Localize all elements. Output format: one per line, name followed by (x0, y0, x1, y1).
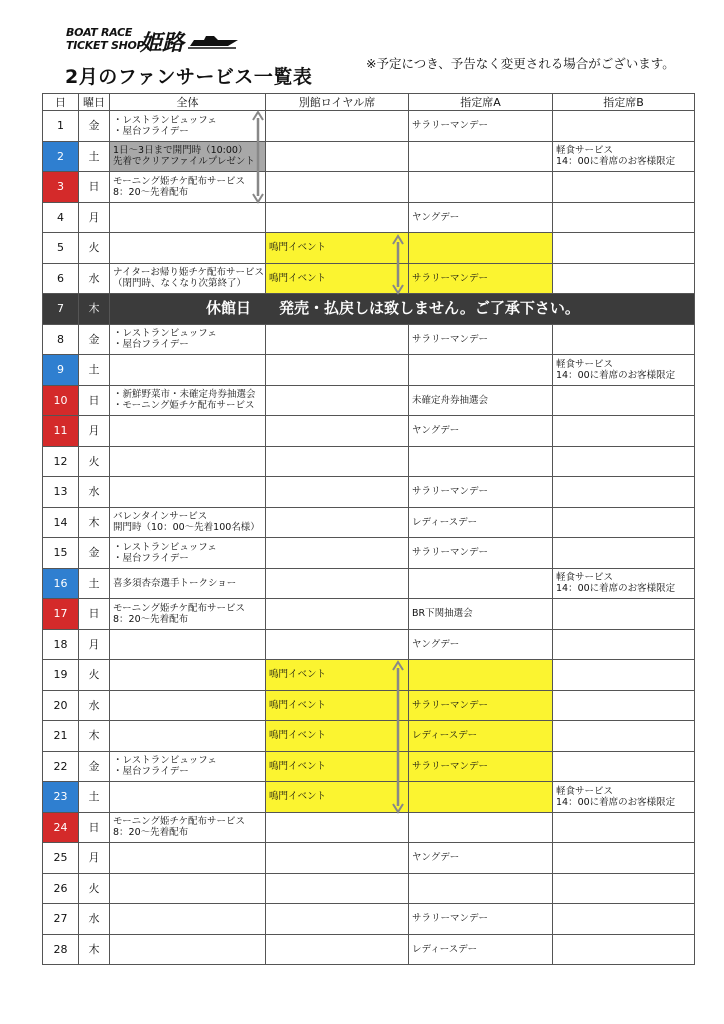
cell-line: モーニング姫チケ配布サービス (113, 816, 246, 828)
seat-b-cell (553, 263, 695, 294)
day-cell: 1 (43, 111, 79, 142)
royal-cell (266, 202, 409, 233)
cell-line: ・屋台フライデー (113, 766, 189, 778)
royal-cell (266, 934, 409, 965)
all-cell (110, 507, 266, 538)
day-cell: 14 (43, 507, 79, 538)
seat-a-cell: ヤングデー (409, 843, 553, 874)
all-cell (110, 111, 266, 142)
seat-b-cell (553, 324, 695, 355)
all-cell (110, 141, 266, 172)
table-row (43, 904, 695, 935)
cell-line: 8：20～先着配布 (113, 613, 189, 625)
cell-line: ・モーニング姫チケ配布サービス (113, 400, 255, 412)
weekday-cell: 火 (79, 446, 110, 477)
table-row (43, 812, 695, 843)
seat-b-cell (553, 233, 695, 264)
seat-a-cell: サラリーマンデー (409, 477, 553, 508)
cell-line: 軽食サービス (556, 145, 614, 157)
all-cell (110, 324, 266, 355)
boatrace-logo (66, 26, 246, 60)
day-cell: 4 (43, 202, 79, 233)
seat-a-cell: サラリーマンデー (409, 751, 553, 782)
royal-cell: 鳴門イベント (266, 751, 409, 782)
seat-b-cell (553, 812, 695, 843)
table-row (43, 355, 695, 386)
closed-label: 休館日 (206, 299, 252, 318)
cell-line: 開門時（10：00～先着100名様） (113, 522, 260, 534)
table-row (43, 934, 695, 965)
header-royal: 別館ロイヤル席 (266, 94, 409, 111)
all-cell (110, 263, 266, 294)
table-row (43, 782, 695, 813)
royal-cell (266, 507, 409, 538)
header-seat-b: 指定席B (553, 94, 695, 111)
weekday-cell: 日 (79, 385, 110, 416)
boat-icon (188, 34, 240, 50)
seat-b-cell (553, 477, 695, 508)
cell-line: ・屋台フライデー (113, 339, 189, 351)
royal-cell (266, 599, 409, 630)
table-row (43, 629, 695, 660)
table-row (43, 477, 695, 508)
seat-a-cell: サラリーマンデー (409, 324, 553, 355)
cell-line: バレンタインサービス (113, 511, 208, 523)
logo-line1: BOAT RACE (66, 26, 133, 39)
seat-a-cell (409, 172, 553, 203)
table-row (43, 568, 695, 599)
day-cell: 23 (43, 782, 79, 813)
table-row (43, 202, 695, 233)
cell-line: 8：20～先着配布 (113, 186, 189, 198)
all-cell (110, 843, 266, 874)
day-cell: 11 (43, 416, 79, 447)
all-cell (110, 599, 266, 630)
header-day: 日 (43, 94, 79, 111)
cell-line: 14：00に着席のお客様限定 (556, 796, 676, 808)
seat-a-cell (409, 233, 553, 264)
cell-line: 14：00に着席のお客様限定 (556, 156, 676, 168)
royal-cell (266, 141, 409, 172)
all-cell (110, 446, 266, 477)
seat-b-cell (553, 934, 695, 965)
seat-a-cell: ヤングデー (409, 629, 553, 660)
weekday-cell: 木 (79, 507, 110, 538)
weekday-cell: 火 (79, 660, 110, 691)
seat-b-cell (553, 873, 695, 904)
day-cell: 5 (43, 233, 79, 264)
seat-a-cell (409, 873, 553, 904)
seat-b-cell (553, 507, 695, 538)
all-cell (110, 538, 266, 569)
day-cell: 9 (43, 355, 79, 386)
table-row (43, 599, 695, 630)
royal-cell (266, 477, 409, 508)
cell-line: モーニング姫チケ配布サービス (113, 602, 246, 614)
royal-cell (266, 538, 409, 569)
day-cell: 6 (43, 263, 79, 294)
seat-b-cell (553, 690, 695, 721)
day-cell: 24 (43, 812, 79, 843)
seat-b-cell (553, 843, 695, 874)
weekday-cell: 水 (79, 690, 110, 721)
schedule-body (43, 111, 695, 965)
closed-message: 発売・払戻しは致しません。ご了承下さい。 (279, 299, 580, 318)
seat-a-cell (409, 812, 553, 843)
header-seat-a: 指定席A (409, 94, 553, 111)
table-row (43, 172, 695, 203)
table-row (43, 721, 695, 752)
seat-a-cell: サラリーマンデー (409, 538, 553, 569)
cell-line: ナイターお帰り姫チケ配布サービス (113, 267, 264, 279)
notice-text: ※予定につき、予告なく変更される場合がございます。 (366, 56, 675, 71)
seat-a-cell (409, 446, 553, 477)
table-row (43, 538, 695, 569)
seat-a-cell (409, 141, 553, 172)
seat-a-cell: 未確定舟券抽選会 (409, 385, 553, 416)
weekday-cell: 月 (79, 629, 110, 660)
seat-b-cell (553, 751, 695, 782)
day-cell: 13 (43, 477, 79, 508)
day-cell: 21 (43, 721, 79, 752)
royal-cell (266, 172, 409, 203)
all-cell (110, 751, 266, 782)
day-cell: 19 (43, 660, 79, 691)
cell-line: 8：20～先着配布 (113, 827, 189, 839)
seat-a-cell: ヤングデー (409, 202, 553, 233)
weekday-cell: 月 (79, 843, 110, 874)
day-cell: 22 (43, 751, 79, 782)
royal-cell (266, 873, 409, 904)
table-row (43, 141, 695, 172)
seat-a-cell: レディースデー (409, 507, 553, 538)
cell-line: ・レストランビュッフェ (113, 328, 217, 340)
seat-a-cell (409, 568, 553, 599)
weekday-cell: 木 (79, 934, 110, 965)
weekday-cell: 月 (79, 416, 110, 447)
weekday-cell: 土 (79, 568, 110, 599)
royal-cell (266, 111, 409, 142)
royal-cell: 鳴門イベント (266, 782, 409, 813)
cell-line: 喜多須杏奈選手トークショー (113, 577, 237, 589)
all-cell (110, 477, 266, 508)
day-cell: 15 (43, 538, 79, 569)
cell-line: ・屋台フライデー (113, 125, 189, 137)
weekday-cell: 月 (79, 202, 110, 233)
all-cell (110, 934, 266, 965)
table-row (43, 294, 695, 325)
seat-b-cell (553, 141, 695, 172)
royal-cell (266, 385, 409, 416)
schedule-table (42, 93, 695, 965)
cell-line: 14：00に着席のお客様限定 (556, 583, 676, 595)
all-cell (110, 172, 266, 203)
all-cell (110, 721, 266, 752)
weekday-cell: 火 (79, 233, 110, 264)
weekday-cell: 水 (79, 263, 110, 294)
royal-cell (266, 629, 409, 660)
day-cell: 26 (43, 873, 79, 904)
table-row (43, 660, 695, 691)
day-cell: 28 (43, 934, 79, 965)
seat-a-cell: サラリーマンデー (409, 690, 553, 721)
table-row (43, 111, 695, 142)
all-cell (110, 355, 266, 386)
seat-a-cell: サラリーマンデー (409, 263, 553, 294)
table-row (43, 385, 695, 416)
all-cell (110, 202, 266, 233)
day-cell: 27 (43, 904, 79, 935)
table-row (43, 507, 695, 538)
day-cell: 16 (43, 568, 79, 599)
table-row (43, 843, 695, 874)
cell-line: 14：00に着席のお客様限定 (556, 369, 676, 381)
closed-weekday: 木 (79, 294, 110, 325)
weekday-cell: 金 (79, 751, 110, 782)
seat-b-cell (553, 111, 695, 142)
cell-line: 軽食サービス (556, 358, 614, 370)
all-cell (110, 812, 266, 843)
cell-line: 軽食サービス (556, 572, 614, 584)
weekday-cell: 土 (79, 355, 110, 386)
all-cell (110, 873, 266, 904)
all-cell (110, 660, 266, 691)
weekday-cell: 水 (79, 904, 110, 935)
seat-b-cell (553, 904, 695, 935)
royal-cell: 鳴門イベント (266, 690, 409, 721)
seat-b-cell (553, 172, 695, 203)
royal-cell: 鳴門イベント (266, 263, 409, 294)
all-cell (110, 782, 266, 813)
seat-b-cell (553, 568, 695, 599)
all-cell (110, 233, 266, 264)
royal-cell: 鳴門イベント (266, 660, 409, 691)
table-row (43, 873, 695, 904)
table-row (43, 751, 695, 782)
table-row (43, 263, 695, 294)
day-cell: 8 (43, 324, 79, 355)
royal-cell: 鳴門イベント (266, 721, 409, 752)
seat-a-cell: BR下関抽選会 (409, 599, 553, 630)
all-cell (110, 568, 266, 599)
weekday-cell: 日 (79, 599, 110, 630)
logo-kanji: 姫路 (140, 31, 185, 56)
table-row (43, 324, 695, 355)
seat-b-cell (553, 355, 695, 386)
seat-a-cell: ヤングデー (409, 416, 553, 447)
weekday-cell: 火 (79, 873, 110, 904)
cell-line: ・レストランビュッフェ (113, 755, 217, 767)
seat-b-cell (553, 416, 695, 447)
seat-a-cell (409, 782, 553, 813)
weekday-cell: 土 (79, 782, 110, 813)
royal-cell (266, 355, 409, 386)
header-row (43, 94, 695, 111)
seat-b-cell (553, 721, 695, 752)
royal-cell (266, 843, 409, 874)
cell-line: モーニング姫チケ配布サービス (113, 175, 246, 187)
seat-a-cell: サラリーマンデー (409, 111, 553, 142)
royal-cell: 鳴門イベント (266, 233, 409, 264)
weekday-cell: 日 (79, 172, 110, 203)
seat-b-cell (553, 782, 695, 813)
weekday-cell: 土 (79, 141, 110, 172)
cell-line: 1日～3日まで開門時（10:00） (113, 145, 248, 157)
weekday-cell: 水 (79, 477, 110, 508)
seat-b-cell (553, 660, 695, 691)
seat-b-cell (553, 599, 695, 630)
seat-a-cell (409, 355, 553, 386)
all-cell (110, 385, 266, 416)
day-cell: 17 (43, 599, 79, 630)
royal-cell (266, 568, 409, 599)
seat-a-cell (409, 660, 553, 691)
table-row (43, 416, 695, 447)
logo-line2: TICKET SHOP (66, 39, 145, 52)
closed-banner (110, 294, 695, 325)
weekday-cell: 木 (79, 721, 110, 752)
seat-b-cell (553, 538, 695, 569)
cell-line: （閉門時、なくなり次第終了） (113, 278, 247, 290)
all-cell (110, 629, 266, 660)
seat-b-cell (553, 385, 695, 416)
cell-line: ・レストランビュッフェ (113, 541, 217, 553)
day-cell: 18 (43, 629, 79, 660)
cell-line: ・新鮮野菜市・未確定舟券抽選会 (113, 389, 256, 401)
header-all: 全体 (110, 94, 266, 111)
cell-line: 軽食サービス (556, 785, 614, 797)
seat-b-cell (553, 202, 695, 233)
weekday-cell: 金 (79, 111, 110, 142)
all-cell (110, 904, 266, 935)
royal-cell (266, 446, 409, 477)
table-row (43, 233, 695, 264)
weekday-cell: 日 (79, 812, 110, 843)
cell-line: ・屋台フライデー (113, 552, 189, 564)
seat-a-cell: サラリーマンデー (409, 904, 553, 935)
all-cell (110, 690, 266, 721)
seat-b-cell (553, 629, 695, 660)
seat-a-cell: レディースデー (409, 721, 553, 752)
header-weekday: 曜日 (79, 94, 110, 111)
day-cell: 2 (43, 141, 79, 172)
cell-line: 先着でクリアファイルプレゼント (113, 156, 255, 168)
seat-a-cell: レディースデー (409, 934, 553, 965)
weekday-cell: 金 (79, 538, 110, 569)
royal-cell (266, 324, 409, 355)
day-cell: 20 (43, 690, 79, 721)
royal-cell (266, 904, 409, 935)
day-cell: 25 (43, 843, 79, 874)
page-title: 2月のファンサービス一覧表 (65, 66, 313, 88)
day-cell: 12 (43, 446, 79, 477)
all-cell (110, 416, 266, 447)
closed-day: 7 (43, 294, 79, 325)
royal-cell (266, 416, 409, 447)
table-row (43, 446, 695, 477)
weekday-cell: 金 (79, 324, 110, 355)
day-cell: 10 (43, 385, 79, 416)
table-row (43, 690, 695, 721)
day-cell: 3 (43, 172, 79, 203)
seat-b-cell (553, 446, 695, 477)
cell-line: ・レストランビュッフェ (113, 114, 217, 126)
royal-cell (266, 812, 409, 843)
